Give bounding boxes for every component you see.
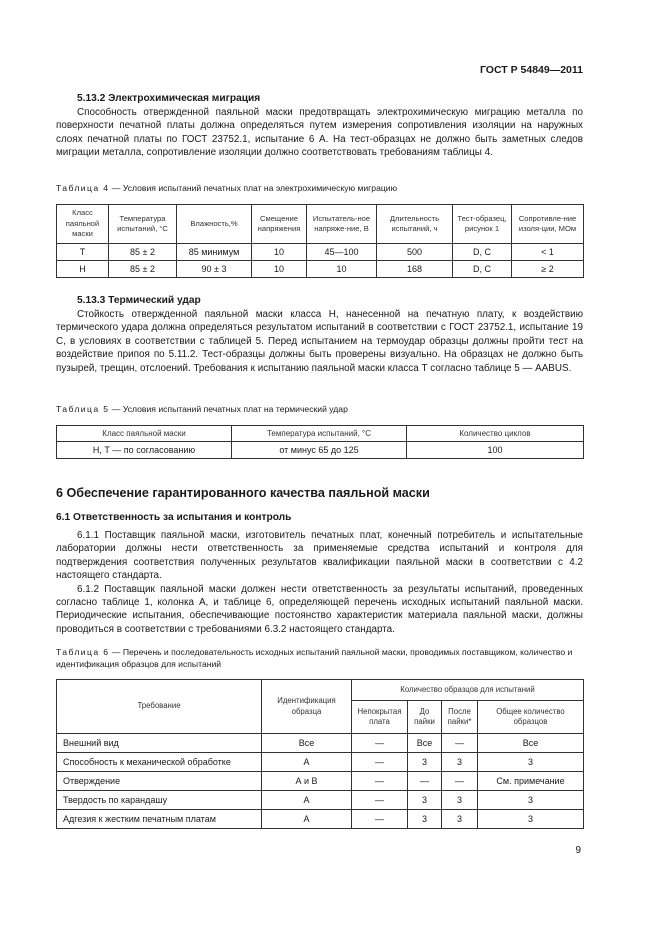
table4-header: Испытатель-ное напряже-ние, В bbox=[307, 205, 377, 244]
table4-header: Температура испытаний, °С bbox=[109, 205, 177, 244]
table-cell: А bbox=[262, 753, 352, 772]
table-cell: 3 bbox=[478, 753, 584, 772]
table-cell: — bbox=[352, 734, 408, 753]
table6-subheader: Общее количество образцов bbox=[478, 701, 584, 734]
table-cell: ≥ 2 bbox=[512, 261, 584, 278]
table-row bbox=[57, 772, 584, 791]
table6 bbox=[56, 679, 583, 829]
table-row bbox=[57, 810, 584, 829]
table5-header: Количество циклов bbox=[407, 426, 584, 442]
table-cell: D, C bbox=[453, 244, 512, 261]
table6-caption-text: — Перечень и последовательность исходных испытаний паяльной маски, проводимых поставщиком, количество и идентификация образцов для испытаний bbox=[56, 647, 573, 669]
table4-header: Длительность испытаний, ч bbox=[377, 205, 453, 244]
table-row bbox=[57, 734, 584, 753]
table-cell: 10 bbox=[252, 244, 307, 261]
table-cell: — bbox=[352, 810, 408, 829]
table-cell: 3 bbox=[408, 753, 442, 772]
table4-header: Тест-образец, рисунок 1 bbox=[453, 205, 512, 244]
table6-caption-label: Таблица 6 bbox=[56, 647, 110, 657]
table6-header-id: Идентификация образца bbox=[262, 680, 352, 734]
table-cell: Внешний вид bbox=[57, 734, 262, 753]
table-cell: — bbox=[442, 772, 478, 791]
table-cell: Твердость по карандашу bbox=[57, 791, 262, 810]
section-5-13-3 bbox=[56, 295, 583, 375]
table5-caption-label: Таблица 5 bbox=[56, 404, 110, 414]
table5-header: Класс паяльной маски bbox=[57, 426, 232, 442]
table-row bbox=[57, 244, 584, 261]
table-cell: 3 bbox=[478, 810, 584, 829]
table-cell: 90 ± 3 bbox=[177, 261, 252, 278]
table4-caption-label: Таблица 4 bbox=[56, 183, 110, 193]
table4-header: Влажность,% bbox=[177, 205, 252, 244]
table-cell: — bbox=[442, 734, 478, 753]
table5 bbox=[56, 425, 583, 459]
table-cell: Н bbox=[57, 261, 109, 278]
table6-subheader: До пайки bbox=[408, 701, 442, 734]
table4 bbox=[56, 204, 583, 278]
table-cell: 85 минимум bbox=[177, 244, 252, 261]
table-cell: — bbox=[352, 791, 408, 810]
table4-caption-text: — Условия испытаний печатных плат на электрохимическую миграцию bbox=[109, 183, 398, 193]
table-cell: Все bbox=[478, 734, 584, 753]
section-title: 5.13.3 Термический удар bbox=[77, 295, 201, 306]
table-cell: 3 bbox=[408, 810, 442, 829]
table-cell: Способность к механической обработке bbox=[57, 753, 262, 772]
subsection-title: 6.1 Ответственность за испытания и контроль bbox=[56, 512, 292, 523]
section-text: Способность отвержденной паяльной маски предотвращать электрохимическую миграцию металла по поверхности печатной платы должна определяться путем измерения сопротивления изоляции на наружных слоях печатной платы по ГОСТ 23752.1, испытание 6 А. На тест-образцах не должно быть заметных следов миграции металла, сопротивление изоляции должно соответствовать требованиям таблицы 4. bbox=[56, 107, 583, 159]
table-cell: А и В bbox=[262, 772, 352, 791]
table-row bbox=[57, 753, 584, 772]
table-cell: < 1 bbox=[512, 244, 584, 261]
table-cell: — bbox=[408, 772, 442, 791]
table5-caption-text: — Условия испытаний печатных плат на термический удар bbox=[109, 404, 348, 414]
section-5-13-2 bbox=[56, 93, 583, 160]
table-cell: 3 bbox=[442, 810, 478, 829]
table-cell: Н, Т — по согласованию bbox=[57, 442, 232, 459]
table4-header: Смещение напряжения bbox=[252, 205, 307, 244]
table-cell: Т bbox=[57, 244, 109, 261]
table4-header: Класс паяльной маски bbox=[57, 205, 109, 244]
section-text: Стойкость отвержденной паяльной маски класса Н, нанесенной на печатную плату, к воздействию термического удара должна определяться результатом испытаний в соответствии с ГОСТ 23752.1, испытание 19 С, в условиях в соответствии с таблицей 5. Перед испытанием на термоудар образцы должны пройти тест на воздействие припоя по 5.11.2. Тест-образцы должны быть проверены визуально. На образцах не должно быть пузырей, трещин, отслоений. Требования к испытанию паяльной маски класса Т согласно таблице 5 — AABUS. bbox=[56, 309, 583, 374]
table-cell: 45—100 bbox=[307, 244, 377, 261]
table-cell: 85 ± 2 bbox=[109, 244, 177, 261]
table-cell: См. примечание bbox=[478, 772, 584, 791]
table6-header-row bbox=[57, 680, 584, 701]
table-cell: А bbox=[262, 810, 352, 829]
table-cell: 85 ± 2 bbox=[109, 261, 177, 278]
table-cell: — bbox=[352, 772, 408, 791]
table6-header-requirement: Требование bbox=[57, 680, 262, 734]
table4-header: Сопротивле-ние изоля-ции, МОм bbox=[512, 205, 584, 244]
table-cell: 168 bbox=[377, 261, 453, 278]
table-cell: — bbox=[352, 753, 408, 772]
table-cell: Все bbox=[262, 734, 352, 753]
table-cell: 100 bbox=[407, 442, 584, 459]
table-cell: 3 bbox=[408, 791, 442, 810]
table6-subheader: Непокрытая плата bbox=[352, 701, 408, 734]
table-row bbox=[57, 442, 584, 459]
table-cell: D, C bbox=[453, 261, 512, 278]
table4-header-row bbox=[57, 205, 584, 244]
table-cell: А bbox=[262, 791, 352, 810]
table-cell: Все bbox=[408, 734, 442, 753]
doc-code: ГОСТ Р 54849—2011 bbox=[479, 64, 583, 76]
table-cell: 3 bbox=[442, 791, 478, 810]
table5-header: Температура испытаний, °С bbox=[232, 426, 407, 442]
table-cell: 3 bbox=[478, 791, 584, 810]
table5-caption bbox=[56, 404, 583, 416]
paragraph-6-1-1: 6.1.1 Поставщик паяльной маски, изготовитель печатных плат, конечный потребитель и испытательные лаборатории должны нести ответственность за применяемые средства испытаний и контроля для подтверждения соответствия полученных результатов квалификации паяльной маски в соответствии с 4.2 настоящего стандарта. bbox=[56, 530, 583, 582]
table-row bbox=[57, 261, 584, 278]
section-6-title: 6 Обеспечение гарантированного качества паяльной маски bbox=[56, 486, 430, 500]
table6-caption bbox=[56, 647, 583, 670]
page-number: 9 bbox=[575, 845, 581, 856]
table-cell: 10 bbox=[252, 261, 307, 278]
table-cell: Отверждение bbox=[57, 772, 262, 791]
table4-caption bbox=[56, 183, 583, 195]
table6-subheader: После пайки* bbox=[442, 701, 478, 734]
table6-header-group: Количество образцов для испытаний bbox=[352, 680, 584, 701]
table5-header-row bbox=[57, 426, 584, 442]
table-row bbox=[57, 791, 584, 810]
paragraph-6-1-2: 6.1.2 Поставщик паяльной маски должен нести ответственность за результаты испытаний, проведенных согласно таблице 1, колонка А, и таблице 6, определяющей перечень исходных испытаний паяльной маски. Периодические испытания, обеспечивающие постоянство характеристик материала паяльной маски, должны проводиться в соответствии с требованиями 6.3.2 настоящего стандарта. bbox=[56, 583, 583, 635]
table-cell: от минус 65 до 125 bbox=[232, 442, 407, 459]
table-cell: Адгезия к жестким печатным платам bbox=[57, 810, 262, 829]
section-title: 5.13.2 Электрохимическая миграция bbox=[77, 93, 261, 104]
table-cell: 3 bbox=[442, 753, 478, 772]
section-6-1 bbox=[56, 512, 583, 636]
table-cell: 10 bbox=[307, 261, 377, 278]
table-cell: 500 bbox=[377, 244, 453, 261]
